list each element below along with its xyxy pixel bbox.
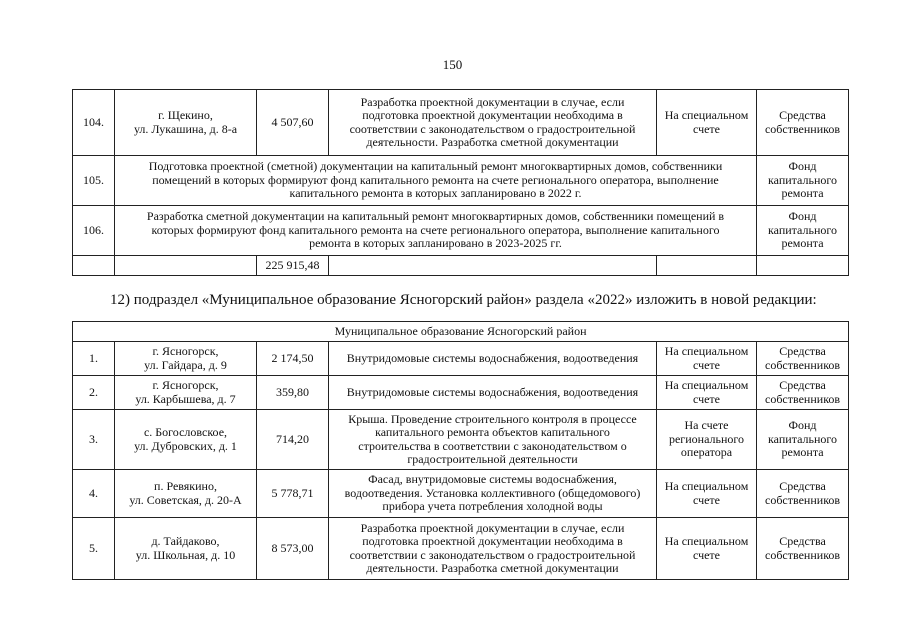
work-cell: Внутридомовые системы водоснабжения, водоотведения [329,376,657,410]
amount-cell: 2 174,50 [257,342,329,376]
address-cell: с. Богословское, ул. Дубровских, д. 1 [115,410,257,470]
source-cell: Средства собственников [757,342,849,376]
amount-cell: 4 507,60 [257,90,329,156]
work-cell: Внутридомовые системы водоснабжения, водоотведения [329,342,657,376]
table-row [73,470,849,518]
row-number: 5. [73,518,115,580]
source-cell: Средства собственников [757,518,849,580]
address-cell: д. Тайдаково, ул. Школьная, д. 10 [115,518,257,580]
work-cell: Разработка проектной документации в случае, если подготовка проектной документации необходима в соответствии с законодательством о градостроительной деятельности. Разработка сметной документации [329,518,657,580]
table-row [73,206,849,256]
table-row [73,156,849,206]
table-row [73,518,849,580]
row-number: 1. [73,342,115,376]
table-top [72,89,849,276]
method-cell: На специальном счете [657,342,757,376]
method-cell: На специальном счете [657,90,757,156]
work-cell: Крыша. Проведение строительного контроля в процессе капитального ремонта объектов капитального строительства в соответствии с законодательством о градостроительной деятельности [329,410,657,470]
address-cell: г. Щекино, ул. Лукашина, д. 8-а [115,90,257,156]
row-number: 2. [73,376,115,410]
merged-work-cell: Разработка сметной документации на капитальный ремонт многоквартирных домов, собственники помещений в которых формируют фонд капитального ремонта на счете регионального оператора, выполнение капитального ремонта в которых запланировано в 2023-2025 гг. [115,206,757,256]
row-number: 106. [73,206,115,256]
row-number: 104. [73,90,115,156]
address-cell: п. Ревякино, ул. Советская, д. 20-А [115,470,257,518]
source-cell: Средства собственников [757,470,849,518]
amount-cell: 8 573,00 [257,518,329,580]
row-number: 3. [73,410,115,470]
address-cell: г. Ясногорск, ул. Карбышева, д. 7 [115,376,257,410]
source-cell: Средства собственников [757,90,849,156]
merged-work-cell: Подготовка проектной (сметной) документации на капитальный ремонт многоквартирных домов, собственники помещений в которых формируют фонд капитального ремонта на счете регионального оператора, выполнение капитального ремонта в которых запланировано в 2022 г. [115,156,757,206]
method-cell: На специальном счете [657,518,757,580]
table-row [73,342,849,376]
address-cell: г. Ясногорск, ул. Гайдара, д. 9 [115,342,257,376]
table-row [73,410,849,470]
empty-cell [329,256,657,276]
source-cell: Фонд капитального ремонта [757,156,849,206]
total-amount: 225 915,48 [257,256,329,276]
source-cell: Фонд капитального ремонта [757,410,849,470]
work-cell: Разработка проектной документации в случае, если подготовка проектной документации необходима в соответствии с законодательством о градостроительной деятельности. Разработка сметной документации [329,90,657,156]
table-row [73,376,849,410]
empty-cell [657,256,757,276]
amount-cell: 5 778,71 [257,470,329,518]
empty-cell [115,256,257,276]
total-row [73,256,849,276]
amount-cell: 714,20 [257,410,329,470]
row-number: 4. [73,470,115,518]
empty-cell [757,256,849,276]
table-bottom [72,321,849,580]
section-heading: 12) подраздел «Муниципальное образование Ясногорский район» раздела «2022» изложить в новой редакции: [110,292,817,308]
table-title: Муниципальное образование Ясногорский район [73,322,849,342]
work-cell: Фасад, внутридомовые системы водоснабжения, водоотведения. Установка коллективного (общедомового) прибора учета потребления холодной воды [329,470,657,518]
method-cell: На специальном счете [657,470,757,518]
table-row [73,90,849,156]
page-number: 150 [442,57,463,72]
method-cell: На специальном счете [657,376,757,410]
empty-cell [73,256,115,276]
source-cell: Средства собственников [757,376,849,410]
table-title-row [73,322,849,342]
method-cell: На счете регионального оператора [657,410,757,470]
amount-cell: 359,80 [257,376,329,410]
row-number: 105. [73,156,115,206]
source-cell: Фонд капитального ремонта [757,206,849,256]
